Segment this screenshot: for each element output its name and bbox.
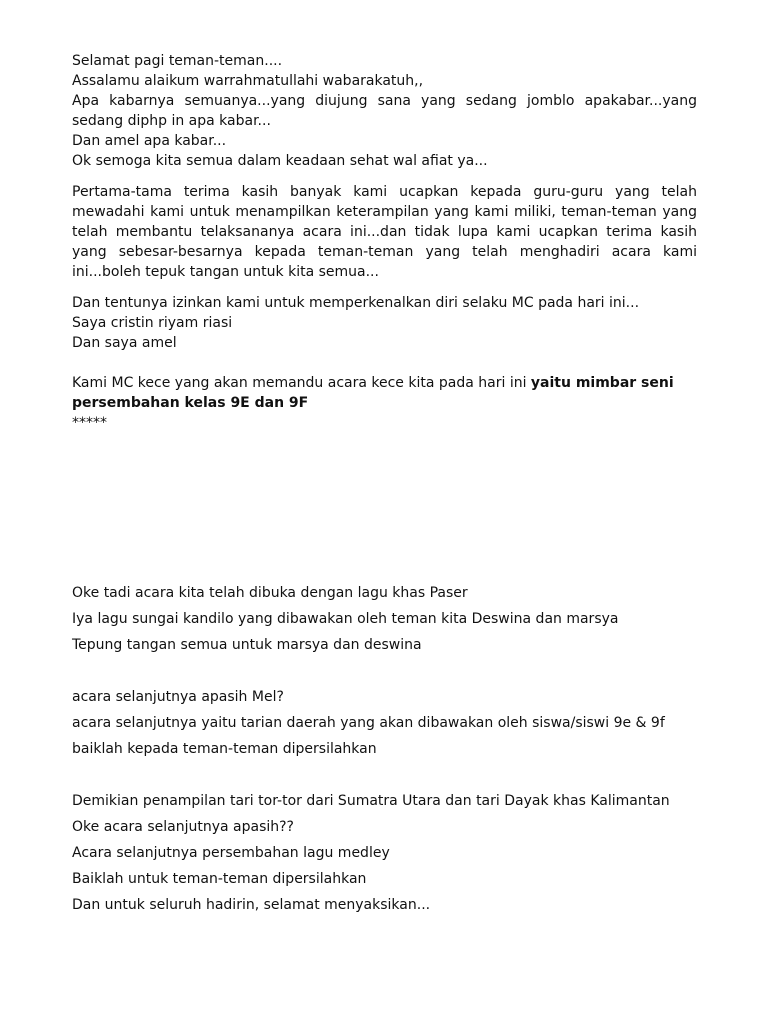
script-line: Oke acara selanjutnya apasih?? xyxy=(72,819,294,835)
spacer xyxy=(72,762,697,788)
mc-amel-line: Dan saya amel xyxy=(72,335,177,351)
kabar-paragraph: Apa kabarnya semuanya...yang diujung sana yang sedang jomblo apakabar...yang sedang diphp in apa kabar... xyxy=(72,93,697,129)
section-medley xyxy=(72,788,697,918)
event-line-2 xyxy=(72,393,697,413)
section-dance xyxy=(72,684,697,762)
blank-area xyxy=(72,433,697,580)
section-opening xyxy=(72,580,697,658)
event-title-part1: yaitu mimbar seni xyxy=(530,375,674,391)
spacer xyxy=(72,282,697,293)
event-title-part2: persembahan kelas 9E dan 9F xyxy=(72,395,309,411)
mc-cristin-line: Saya cristin riyam riasi xyxy=(72,315,233,331)
script-line: Oke tadi acara kita telah dibuka dengan lagu khas Paser xyxy=(72,585,468,601)
separator-stars: ***** xyxy=(72,415,107,431)
mc-intro-line: Dan tentunya izinkan kami untuk memperkenalkan diri selaku MC pada hari ini... xyxy=(72,295,640,311)
document-page xyxy=(72,51,697,918)
spacer xyxy=(72,658,697,684)
script-line: Tepung tangan semua untuk marsya dan deswina xyxy=(72,637,422,653)
script-line: Iya lagu sungai kandilo yang dibawakan oleh teman kita Deswina dan marsya xyxy=(72,611,619,627)
script-line: acara selanjutnya apasih Mel? xyxy=(72,689,284,705)
sehat-line: Ok semoga kita semua dalam keadaan sehat wal afiat ya... xyxy=(72,153,488,169)
event-line-1 xyxy=(72,373,697,393)
script-line: baiklah kepada teman-teman dipersilahkan xyxy=(72,741,377,757)
script-line: Acara selanjutnya persembahan lagu medley xyxy=(72,845,390,861)
thanks-paragraph: Pertama-tama terima kasih banyak kami ucapkan kepada guru-guru yang telah mewadahi kami untuk menampilkan keterampilan yang kami miliki, teman-teman yang telah membantu telaksananya acara ini...dan tidak lupa kami ucapkan terima kasih yang sebesar-besarnya kepada teman-teman yang telah menghadiri acara kami ini...boleh tepuk tangan untuk kita semua... xyxy=(72,184,697,280)
amel-line: Dan amel apa kabar... xyxy=(72,133,227,149)
script-line: Demikian penampilan tari tor-tor dari Sumatra Utara dan tari Dayak khas Kalimantan xyxy=(72,793,670,809)
salam-line: Assalamu alaikum warrahmatullahi wabarakatuh,, xyxy=(72,73,424,89)
spacer xyxy=(72,353,697,373)
script-line: Dan untuk seluruh hadirin, selamat menyaksikan... xyxy=(72,897,431,913)
script-line: Baiklah untuk teman-teman dipersilahkan xyxy=(72,871,367,887)
event-prefix: Kami MC kece yang akan memandu acara kece kita pada hari ini xyxy=(72,375,531,391)
greeting-line: Selamat pagi teman-teman.... xyxy=(72,53,283,69)
spacer xyxy=(72,171,697,182)
script-line: acara selanjutnya yaitu tarian daerah yang akan dibawakan oleh siswa/siswi 9e & 9f xyxy=(72,715,665,731)
